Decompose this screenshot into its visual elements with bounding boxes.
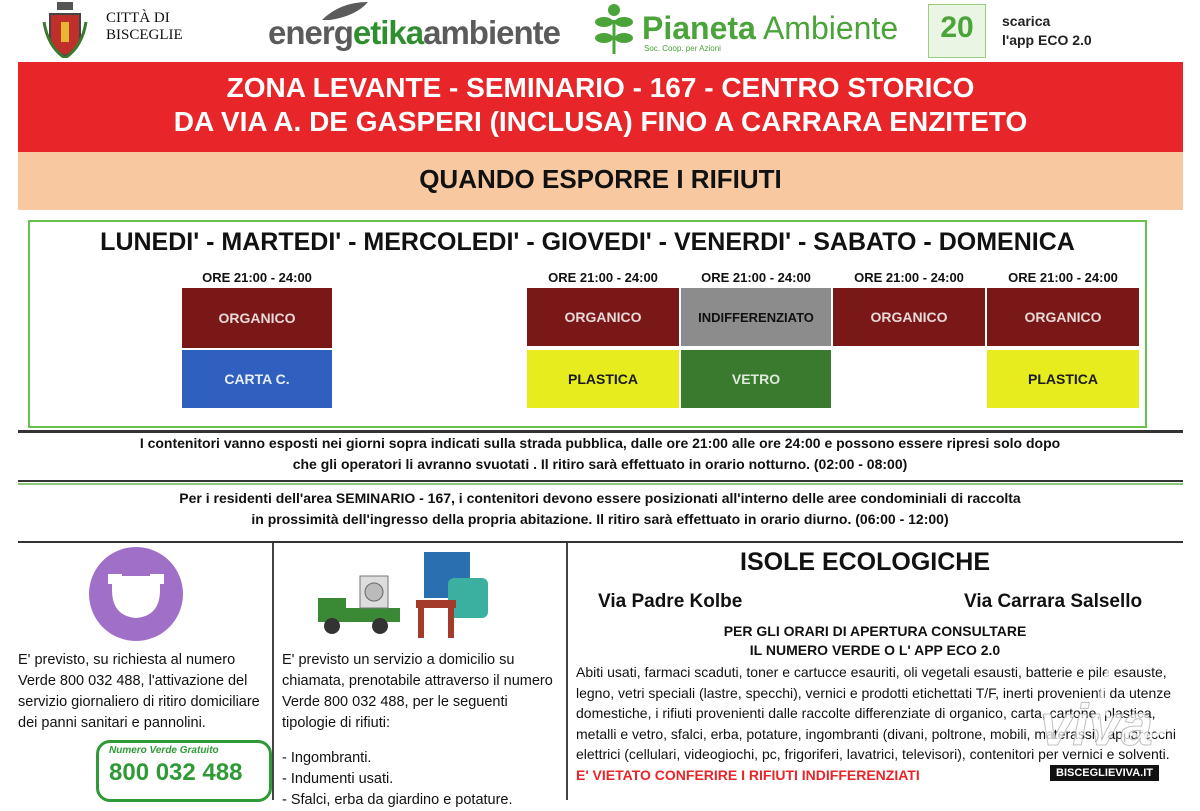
pianeta-part2: Ambiente (762, 10, 899, 46)
cell-indifferenziato-venerdi: INDIFFERENZIATO (681, 288, 831, 346)
list-item: - Ingombranti. (282, 750, 372, 766)
energetika-part2: etika (352, 14, 424, 51)
city-line1: CITTÀ DI (106, 10, 170, 26)
eco-line2: l'app ECO 2.0 (1002, 32, 1092, 48)
eco-logo-text: 20 (940, 11, 974, 44)
ore-label-lunedi: ORE 21:00 - 24:00 (202, 270, 312, 285)
cell-plastica-giovedi: PLASTICA (527, 350, 679, 408)
divider (18, 541, 1183, 543)
cell-organico-sabato: ORGANICO (833, 288, 985, 346)
zone-banner (18, 62, 1183, 152)
orari-line1: PER GLI ORARI DI APERTURA CONSULTARE (723, 623, 1027, 639)
zone-line2: DA VIA A. DE GASPERI (INCLUSA) FINO A CARRARA ENZITETO (173, 106, 1028, 137)
cell-organico-domenica: ORGANICO (987, 288, 1139, 346)
furniture-icon (414, 548, 494, 640)
orari-info (575, 622, 1175, 660)
subtitle-text: QUANDO ESPORRE I RIFIUTI (419, 164, 782, 194)
diaper-icon (88, 546, 184, 642)
cell-plastica-domenica: PLASTICA (987, 350, 1139, 408)
note2-line2: in prossimità dell'ingresso della propria abitazione. Il ritiro sarà effettuato in orario diurno. (06:00 - 12:00) (251, 511, 949, 527)
isole-warning: E' VIETATO CONFERIRE I RIFIUTI INDIFFERENZIATI (576, 766, 920, 783)
col2-text: E' previsto un servizio a domicilio su chiamata, prenotabile attraverso il numero Verde 800 032 488, per le seguenti tipologie di rifiuti: (282, 652, 553, 731)
col1-text: E' previsto, su richiesta al numero Verde 800 032 488, l'attivazione del servizio giornaliero di ritiro domiciliare dei panni sanitari e pannolini. (18, 652, 260, 731)
list-item: - Sfalci, erba da giardino e potature. (282, 792, 513, 808)
eco-line1: scarica (1002, 13, 1051, 29)
pianeta-sub: Soc. Coop. per Azioni (644, 44, 721, 53)
cell-carta-lunedi: CARTA C. (182, 350, 332, 408)
note-seminario (30, 488, 1170, 530)
ore-label-venerdi: ORE 21:00 - 24:00 (701, 270, 811, 285)
pianeta-plant-icon (594, 2, 634, 54)
zone-line1: ZONA LEVANTE - SEMINARIO - 167 - CENTRO STORICO (226, 72, 975, 103)
ore-label-sabato: ORE 21:00 - 24:00 (854, 270, 964, 285)
badge-label: Numero Verde Gratuito (109, 745, 219, 756)
cell-organico-giovedi: ORGANICO (527, 288, 679, 346)
ore-label-giovedi: ORE 21:00 - 24:00 (548, 270, 658, 285)
note2-line1: Per i residenti dell'area SEMINARIO - 167, i contenitori devono essere posizionati all'interno delle aree condominiali di raccolta (179, 490, 1021, 506)
divider (18, 483, 1183, 485)
pianeta-logo (642, 10, 898, 47)
city-line2: BISCEGLIE (106, 27, 183, 43)
note1-line1: I contenitori vanno esposti nei giorni sopra indicati sulla strada pubblica, dalle ore 21:00 alle ore 24:00 e possono essere ripresi solo dopo (139, 435, 1061, 451)
via-carrara-salsello: Via Carrara Salsello (964, 591, 1143, 612)
energetika-part1: energ (268, 14, 353, 51)
energetika-part3: ambiente (423, 14, 560, 51)
divider (18, 480, 1183, 482)
city-name (106, 10, 183, 44)
watermark-site[interactable]: BISCEGLIEVIVA.IT (1050, 765, 1159, 781)
city-crest-icon (42, 2, 88, 58)
watermark-logo: viva (1040, 693, 1153, 758)
list-item: - Indumenti usati. (282, 771, 394, 787)
pianeta-part1: Pianeta (642, 10, 756, 46)
ore-label-domenica: ORE 21:00 - 24:00 (1008, 270, 1118, 285)
via-padre-kolbe: Via Padre Kolbe (598, 591, 743, 612)
cell-organico-lunedi: ORGANICO (182, 288, 332, 348)
note-notturno (30, 433, 1170, 475)
note1-line2: che gli operatori li avranno svuotati . Il ritiro sarà effettuato in orario notturno. (02:00 - 08:00) (292, 456, 908, 472)
subtitle-banner (18, 152, 1183, 210)
days-header: LUNEDI' - MARTEDI' - MERCOLEDI' - GIOVEDI' - VENERDI' - SABATO - DOMENICA (100, 228, 1075, 256)
badge-number: 800 032 488 (109, 759, 243, 786)
isole-title: ISOLE ECOLOGICHE (740, 548, 991, 576)
col2-items (282, 748, 557, 811)
orari-line2: IL NUMERO VERDE O L' APP ECO 2.0 (749, 642, 1001, 658)
cell-vetro-venerdi: VETRO (681, 350, 831, 408)
isole-body-text: Abiti usati, farmaci scaduti, toner e cartucce esauriti, oli vegetali esausti, batterie e pile esauste, legno, vetri speciali (lastre, specchi), vernici e prodotti etichettati T/F, inerti provenienti da utenze domestiche, i rifiuti provenienti dalle raccolte differenziate di organico, carta, cartone, plastica, metalli e vetro, sfalci, erba, potature, ingombranti (divani, poltrone, mobili, materassi), apparecchi elettrici (cellulari, videogiochi, pc, frigoriferi, lavatrici, televisori), contenitori per vernici e solventi. (576, 664, 1176, 762)
divider (272, 543, 274, 800)
eco-app-logo[interactable] (928, 4, 986, 58)
numero-verde-badge[interactable] (96, 740, 272, 802)
eco-app-text (1002, 12, 1092, 50)
divider (566, 543, 568, 800)
truck-icon (316, 572, 402, 638)
energetika-logo (268, 14, 560, 52)
